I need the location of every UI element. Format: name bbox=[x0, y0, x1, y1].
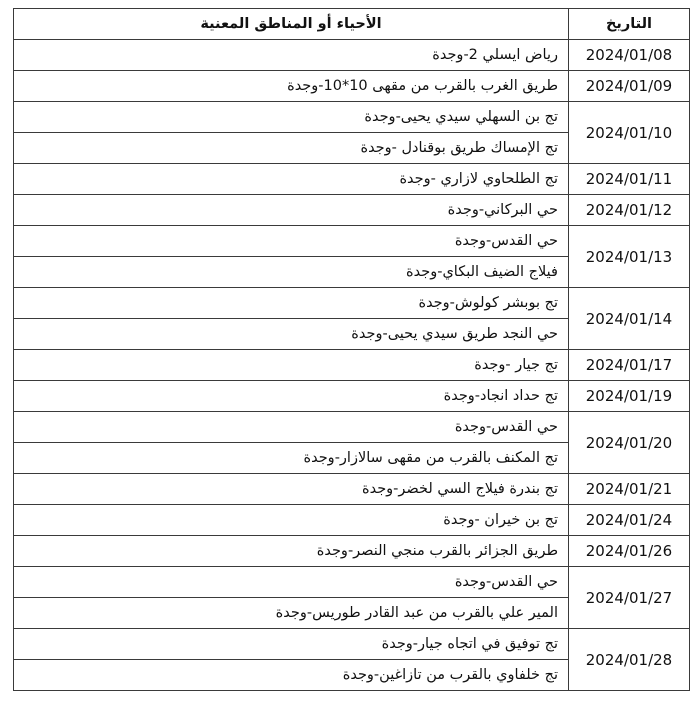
table-row bbox=[14, 412, 690, 443]
header-areas: الأحياء أو المناطق المعنية bbox=[14, 9, 569, 40]
area-cell: تج بندرة فيلاج السي لخضر-وجدة bbox=[14, 474, 569, 505]
date-value: 2024/01/24 bbox=[585, 511, 673, 529]
table-row bbox=[14, 288, 690, 319]
table-row bbox=[14, 226, 690, 257]
area-cell: المير علي بالقرب من عبد القادر طوريس-وجدة bbox=[14, 598, 569, 629]
area-cell: رياض ايسلي 2-وجدة bbox=[14, 40, 569, 71]
date-cell bbox=[569, 412, 690, 474]
area-cell: تج خلفاوي بالقرب من تازاغين-وجدة bbox=[14, 660, 569, 691]
table-row bbox=[14, 567, 690, 598]
date-cell bbox=[569, 71, 690, 102]
date-cell bbox=[569, 102, 690, 164]
area-cell: حي البركاني-وجدة bbox=[14, 195, 569, 226]
date-value: 2024/01/10 bbox=[585, 123, 673, 142]
date-cell bbox=[569, 164, 690, 195]
date-value: 2024/01/12 bbox=[585, 201, 673, 219]
date-value: 2024/01/20 bbox=[585, 433, 673, 452]
date-cell bbox=[569, 381, 690, 412]
date-cell bbox=[569, 288, 690, 350]
table-row bbox=[14, 629, 690, 660]
date-value: 2024/01/28 bbox=[585, 650, 673, 669]
table-row bbox=[14, 350, 690, 381]
area-cell: تج المكنف بالقرب من مقهى سالازار-وجدة bbox=[14, 443, 569, 474]
schedule-table-container bbox=[13, 8, 689, 691]
header-row bbox=[14, 9, 690, 40]
date-value: 2024/01/21 bbox=[585, 480, 673, 498]
date-cell bbox=[569, 629, 690, 691]
area-cell: حي القدس-وجدة bbox=[14, 567, 569, 598]
table-row bbox=[14, 195, 690, 226]
table-row bbox=[14, 102, 690, 133]
date-cell bbox=[569, 536, 690, 567]
area-cell: تج بن خيران -وجدة bbox=[14, 505, 569, 536]
date-value: 2024/01/13 bbox=[585, 247, 673, 266]
area-cell: تج الإمساك طريق بوقنادل -وجدة bbox=[14, 133, 569, 164]
date-value: 2024/01/14 bbox=[585, 309, 673, 328]
date-value: 2024/01/09 bbox=[585, 77, 673, 95]
date-cell bbox=[569, 195, 690, 226]
schedule-table bbox=[13, 8, 690, 691]
table-row bbox=[14, 474, 690, 505]
area-cell: تج حداد انجاد-وجدة bbox=[14, 381, 569, 412]
date-cell bbox=[569, 350, 690, 381]
date-value: 2024/01/08 bbox=[585, 46, 673, 64]
area-cell: تج جيار -وجدة bbox=[14, 350, 569, 381]
area-cell: طريق الجزائر بالقرب منجي النصر-وجدة bbox=[14, 536, 569, 567]
table-row bbox=[14, 381, 690, 412]
area-cell: طريق الغرب بالقرب من مقهى 10*10-وجدة bbox=[14, 71, 569, 102]
table-row bbox=[14, 71, 690, 102]
date-cell bbox=[569, 567, 690, 629]
area-cell: فيلاج الضيف البكاي-وجدة bbox=[14, 257, 569, 288]
date-cell bbox=[569, 474, 690, 505]
date-value: 2024/01/27 bbox=[585, 588, 673, 607]
date-value: 2024/01/17 bbox=[585, 356, 673, 374]
table-row bbox=[14, 536, 690, 567]
area-cell: تج الطلحاوي لازاري -وجدة bbox=[14, 164, 569, 195]
date-value: 2024/01/26 bbox=[585, 542, 673, 560]
table-row bbox=[14, 40, 690, 71]
area-cell: تج بن السهلي سيدي يحيى-وجدة bbox=[14, 102, 569, 133]
area-cell: حي القدس-وجدة bbox=[14, 226, 569, 257]
table-row bbox=[14, 164, 690, 195]
date-value: 2024/01/11 bbox=[585, 170, 673, 188]
date-cell bbox=[569, 226, 690, 288]
area-cell: حي القدس-وجدة bbox=[14, 412, 569, 443]
area-cell: تج توفيق في اتجاه جيار-وجدة bbox=[14, 629, 569, 660]
date-cell bbox=[569, 505, 690, 536]
date-cell bbox=[569, 40, 690, 71]
area-cell: تج بوبشر كولوش-وجدة bbox=[14, 288, 569, 319]
table-row bbox=[14, 505, 690, 536]
header-date: التاريخ bbox=[569, 9, 690, 40]
area-cell: حي النجد طريق سيدي يحيى-وجدة bbox=[14, 319, 569, 350]
table-body bbox=[14, 40, 690, 691]
date-value: 2024/01/19 bbox=[585, 387, 673, 405]
